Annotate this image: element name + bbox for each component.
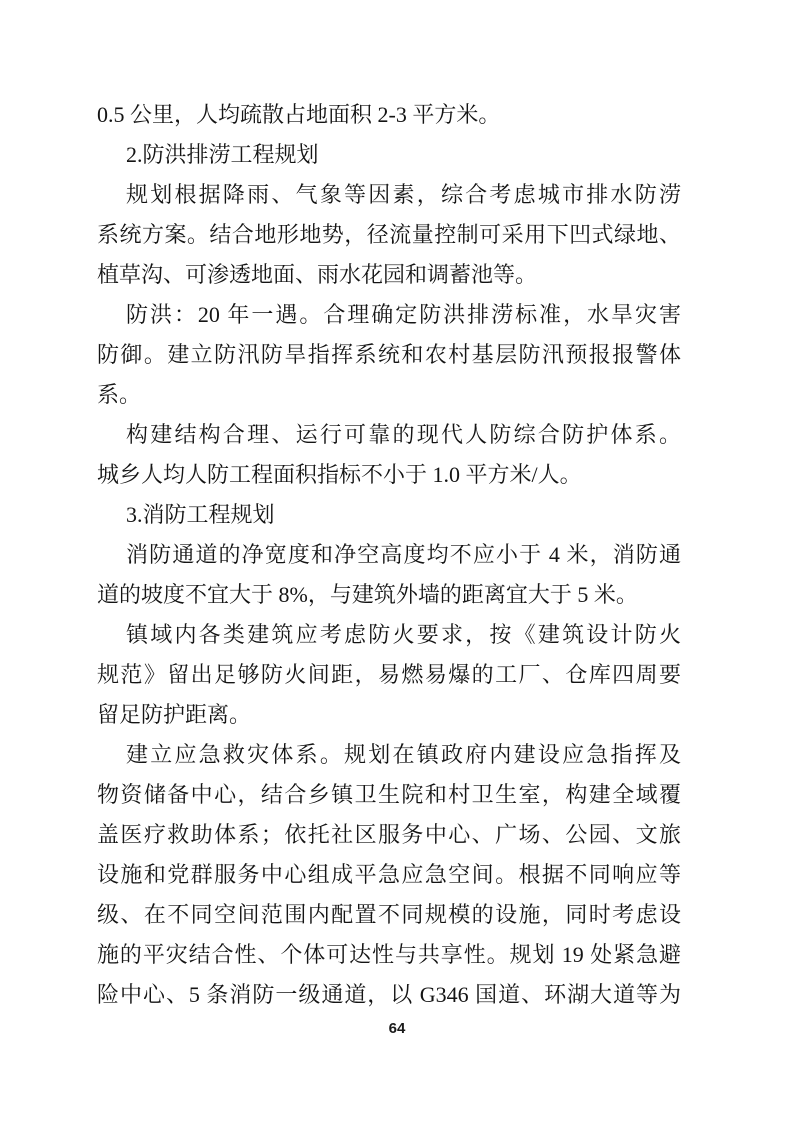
section-heading: 2.防洪排涝工程规划 xyxy=(126,142,319,167)
section-heading: 3.消防工程规划 xyxy=(126,502,275,527)
page-number: 64 xyxy=(388,1020,406,1037)
text-line: 消防通道的净宽度和净空高度均不应小于 4 米，消防通 xyxy=(126,542,681,567)
text-line: 施的平灾结合性、个体可达性与共享性。规划 19 处紧急避 xyxy=(97,942,681,967)
text-line: 规划根据降雨、气象等因素，综合考虑城市排水防涝 xyxy=(126,182,681,207)
text-line: 设施和党群服务中心组成平急应急空间。根据不同响应等 xyxy=(97,862,681,887)
text-line: 规范》留出足够防火间距，易燃易爆的工厂、仓库四周要 xyxy=(97,662,681,687)
text-line: 级、在不同空间范围内配置不同规模的设施，同时考虑设 xyxy=(97,902,681,927)
text-line: 系统方案。结合地形地势，径流量控制可采用下凹式绿地、 xyxy=(97,222,681,247)
text-line: 道的坡度不宜大于 8%，与建筑外墙的距离宜大于 5 米。 xyxy=(97,582,638,607)
text-line: 险中心、5 条消防一级通道，以 G346 国道、环湖大道等为 xyxy=(97,982,681,1007)
text-line: 盖医疗救助体系；依托社区服务中心、广场、公园、文旅 xyxy=(97,822,681,847)
text-line: 物资储备中心，结合乡镇卫生院和村卫生室，构建全域覆 xyxy=(97,782,681,807)
page-body xyxy=(97,95,681,1015)
text-line: 留足防护距离。 xyxy=(97,702,252,727)
text-line: 防御。建立防汛防旱指挥系统和农村基层防汛预报报警体 xyxy=(97,342,681,367)
text-line: 系。 xyxy=(97,382,142,407)
text-line: 防洪：20 年一遇。合理确定防洪排涝标准，水旱灾害 xyxy=(126,302,681,327)
text-line: 城乡人均人防工程面积指标不小于 1.0 平方米/人。 xyxy=(97,462,582,487)
text-line: 植草沟、可渗透地面、雨水花园和调蓄池等。 xyxy=(97,262,538,287)
text-line: 建立应急救灾体系。规划在镇政府内建设应急指挥及 xyxy=(126,742,681,767)
text-line: 0.5 公里，人均疏散占地面积 2-3 平方米。 xyxy=(97,102,501,127)
text-line: 构建结构合理、运行可靠的现代人防综合防护体系。 xyxy=(126,422,681,447)
text-line: 镇域内各类建筑应考虑防火要求，按《建筑设计防火 xyxy=(126,622,681,647)
